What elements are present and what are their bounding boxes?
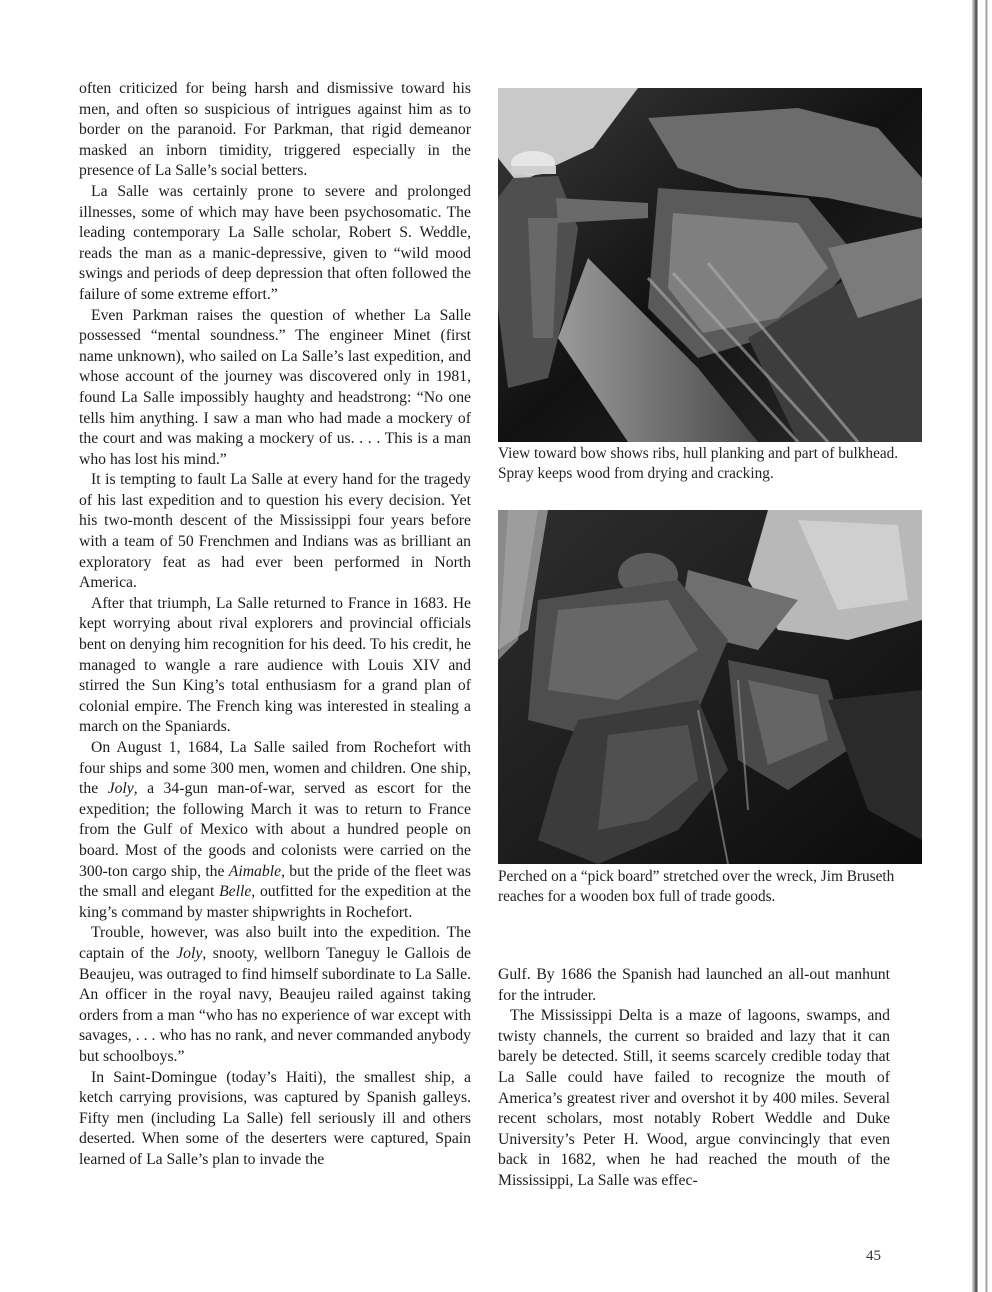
text-run: On August 1, 1684, La Salle sailed from Rochefort with four ships and some 300 men, women and children. One ship, the (79, 739, 471, 798)
paragraph: It is tempting to fault La Salle at every hand for the tragedy of his last expedition and to question his every decision. Yet his two-month descent of the Mississippi four years before with a team of 50 Frenchmen and Indians was as brilliant an exploratory feat as had ever been performed in North America. (79, 471, 471, 592)
text-run: , snooty, wellborn Taneguy le Gallois de Beaujeu, was outraged to find himself subordinate to La Salle. An officer in the royal navy, Beaujeu railed against taking orders from a man “who has no experience of war except with savages, . . . who has no rank, and never commanded anybody but schoolboys.” (79, 944, 472, 1065)
shipwreck-bow-photo (498, 88, 922, 442)
paragraph: Even Parkman raises the question of whether La Salle possessed “mental soundness.” The engineer Minet (first name unknown), who sailed on La Salle’s last expedition, and whose account of the journey was discovered only in 1981, found La Salle impossibly haughty and headstrong: “No one tells him anything. I saw a man who had made a mockery of the court and was making a mockery of us. . . . This is a man who has lost his mind.” (79, 306, 471, 468)
page-binding-edge (972, 0, 978, 1292)
paragraph: Gulf. By 1686 the Spanish had launched an all-out manhunt for the intruder. (498, 966, 890, 1004)
paragraph: La Salle was certainly prone to severe and prolonged illnesses, some of which may have been psychosomatic. The leading contemporary La Salle scholar, Robert S. Weddle, reads the man as a manic-depressive, given to “wild mood swings and periods of deep depression that often followed the failure of some extreme effort.” (79, 182, 471, 303)
paragraph (79, 738, 471, 923)
text-run: , a 34-gun man-of-war, served as escort for the expedition; the following March it was to return to France from the Gulf of Mexico with about a hundred people on board. Most of the goods and colonists were carried on the 300-ton cargo ship, the (79, 780, 471, 880)
right-text-column (498, 965, 890, 1192)
paragraph (79, 923, 471, 1067)
paragraph: After that triumph, La Salle returned to France in 1683. He kept worrying about rival explorers and provincial officials bent on denying him recognition for his deed. To his credit, he managed to wangle a rare audience with Louis XIV and stirred the Sun King’s total enthusiasm for a grand plan of colonial empire. The French king was interested in stealing a march on the Spaniards. (79, 594, 471, 736)
paragraph: In Saint-Domingue (today’s Haiti), the smallest ship, a ketch carrying provisions, was captured by Spanish galleys. Fifty men (including La Salle) fell seriously ill and others deserted. When some of the deserters were captured, Spain learned of La Salle’s plan to invade the (79, 1068, 471, 1168)
ship-name-joly: Joly (176, 944, 203, 962)
page-binding-edge-outer (985, 0, 988, 1292)
photo-caption: Perched on a “pick board” stretched over the wreck, Jim Bruseth reaches for a wooden box full of trade goods. (498, 868, 895, 906)
paragraph: often criticized for being harsh and dismissive toward his men, and often so suspicious of intrigues against him as to border on the paranoid. For Parkman, that rigid demeanor masked an inborn timidity, triggered especially in the presence of La Salle’s social betters. (79, 80, 471, 180)
left-text-column (79, 79, 471, 1170)
ship-name-aimable: Aimable (228, 862, 282, 880)
text-run: Trouble, however, was also built into the expedition. The captain of the (79, 924, 471, 962)
photo-caption: View toward bow shows ribs, hull planking and part of bulkhead. Spray keeps wood from drying and cracking. (498, 445, 899, 483)
page-number: 45 (866, 1248, 881, 1264)
excavation-worker-photo (498, 510, 922, 864)
text-run: , outfitted for the expedition at the king’s command by master shipwrights in Rochefort. (79, 883, 471, 921)
ship-name-belle: Belle (219, 883, 252, 901)
paragraph: The Mississippi Delta is a maze of lagoons, swamps, and twisty channels, the current so braided and lazy that it can barely be detected. Still, it seems scarcely credible today that La Salle could have failed to recognize the mouth of America’s greatest river and overshot it by 400 miles. Several recent scholars, most notably Robert Weddle and Duke University’s Peter H. Wood, argue convincingly that even back in 1682, when he had reached the mouth of the Mississippi, La Salle was effec- (498, 1007, 890, 1189)
text-run: , but the pride of the fleet was the small and elegant (79, 862, 471, 901)
ship-name-joly: Joly (107, 780, 134, 798)
